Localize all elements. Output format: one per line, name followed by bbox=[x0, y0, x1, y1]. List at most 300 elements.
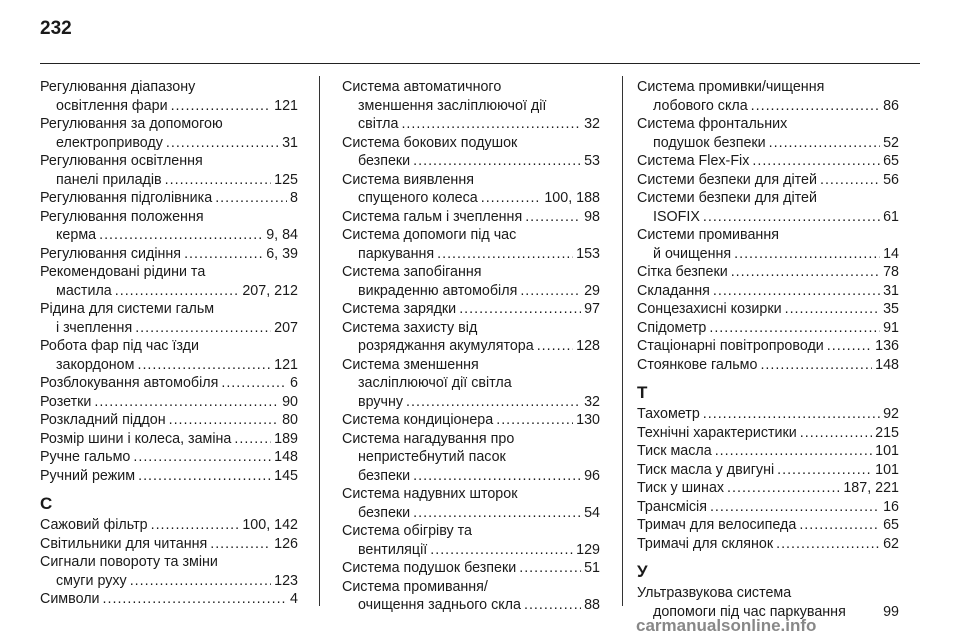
index-page-ref: 56 bbox=[883, 171, 899, 188]
index-entry bbox=[40, 553, 298, 590]
index-page-ref: 16 bbox=[883, 498, 899, 515]
index-entry bbox=[637, 226, 899, 263]
dot-leader bbox=[710, 498, 880, 517]
index-entry bbox=[637, 405, 899, 424]
index-page-ref: 145 bbox=[274, 467, 298, 484]
index-entry-line bbox=[637, 300, 899, 319]
dot-leader bbox=[184, 245, 263, 264]
index-page-ref: 100, 188 bbox=[544, 190, 600, 206]
index-entry-text: Розмір шини і колеса, заміна bbox=[40, 430, 232, 447]
index-entry-line bbox=[637, 97, 899, 116]
index-entry-line bbox=[637, 245, 899, 264]
index-page-ref: 65 bbox=[883, 153, 899, 169]
header-rule bbox=[40, 63, 920, 64]
index-entry-text: Регулювання положення bbox=[40, 208, 204, 225]
index-entry-text: Система виявлення bbox=[342, 171, 474, 188]
index-entry-text: спущеного колеса bbox=[358, 190, 478, 206]
index-entry-line bbox=[342, 152, 600, 171]
index-entry-line bbox=[342, 393, 600, 412]
index-page-ref: 31 bbox=[282, 134, 298, 151]
index-page-ref: 32 bbox=[584, 393, 600, 410]
index-page-ref: 52 bbox=[883, 134, 899, 151]
index-page-ref: 207 bbox=[274, 319, 298, 336]
index-entry-text: безпеки bbox=[358, 153, 411, 169]
index-page-ref: 153 bbox=[576, 245, 600, 262]
index-page-ref: 148 bbox=[274, 449, 298, 465]
dot-leader bbox=[413, 467, 581, 486]
index-entry bbox=[637, 263, 899, 282]
index-entry bbox=[342, 226, 600, 263]
index-entry-line bbox=[637, 152, 899, 171]
index-entry-text: Регулювання за допомогою bbox=[40, 116, 223, 132]
index-entry-text: керма bbox=[56, 227, 97, 243]
dot-leader bbox=[413, 152, 581, 171]
index-page-ref: 99 bbox=[883, 603, 899, 620]
index-entry-line bbox=[637, 479, 899, 498]
index-page-ref: 98 bbox=[584, 208, 600, 225]
index-entry-text: Система автоматичного bbox=[342, 79, 502, 95]
index-entry bbox=[40, 337, 298, 374]
index-entry-line bbox=[637, 461, 899, 480]
index-entry-text: і зчеплення bbox=[56, 319, 133, 336]
index-entry-text: Розетки bbox=[40, 393, 92, 410]
index-page-ref: 54 bbox=[584, 504, 600, 521]
index-entry-text: Ручне гальмо bbox=[40, 449, 131, 465]
index-entry-text: закордоном bbox=[56, 356, 135, 373]
index-entry bbox=[40, 152, 298, 189]
dot-leader bbox=[827, 337, 872, 356]
index-entry bbox=[40, 590, 298, 609]
dot-leader bbox=[169, 411, 280, 430]
index-page-ref: 78 bbox=[883, 264, 899, 280]
index-entry-text: Система нагадування про bbox=[342, 430, 515, 447]
index-entry-line bbox=[40, 572, 298, 591]
index-entry-text: Ручний режим bbox=[40, 467, 136, 484]
index-entry bbox=[40, 263, 298, 300]
index-entry bbox=[637, 115, 899, 152]
index-entry bbox=[637, 282, 899, 301]
index-entry-line bbox=[40, 411, 298, 430]
index-entry bbox=[40, 374, 298, 393]
index-entry bbox=[40, 393, 298, 412]
index-entry-text: паркування bbox=[358, 245, 435, 262]
index-entry-line bbox=[342, 337, 600, 356]
dot-leader bbox=[752, 152, 880, 171]
index-entry-line bbox=[40, 535, 298, 554]
index-page-ref: 126 bbox=[274, 535, 298, 552]
index-entry bbox=[342, 171, 600, 208]
index-entry-line bbox=[40, 134, 298, 153]
dot-leader bbox=[103, 590, 288, 609]
index-entry-text: Символи bbox=[40, 591, 100, 607]
index-page-ref: 90 bbox=[282, 393, 298, 410]
index-page-ref: 6, 39 bbox=[266, 245, 298, 262]
index-page-ref: 97 bbox=[584, 301, 600, 317]
index-entry-text: вентиляції bbox=[358, 541, 428, 558]
index-entry-text: Тиск масла bbox=[637, 443, 712, 459]
index-page-ref: 215 bbox=[875, 424, 899, 441]
index-entry-text: засліплюючої дії світла bbox=[358, 375, 512, 391]
index-entry-text: Технічні характеристики bbox=[637, 424, 797, 441]
index-entry-text: Регулювання підголівника bbox=[40, 190, 213, 206]
index-page-ref: 148 bbox=[875, 356, 899, 373]
index-entry-line bbox=[342, 559, 600, 578]
index-entry-line bbox=[637, 535, 899, 554]
index-entry-text: Система бокових подушок bbox=[342, 134, 518, 151]
index-entry bbox=[342, 411, 600, 430]
index-entry bbox=[637, 516, 899, 535]
index-entry bbox=[40, 300, 298, 337]
index-page-ref: 62 bbox=[883, 535, 899, 552]
index-page-ref: 129 bbox=[576, 541, 600, 558]
index-entry bbox=[637, 498, 899, 517]
index-entry-line bbox=[342, 411, 600, 430]
index-entry-text: викраденню автомобіля bbox=[358, 282, 518, 299]
index-entry-text: Ультразвукова система bbox=[637, 585, 792, 601]
index-entry-text: Світильники для читання bbox=[40, 535, 208, 552]
dot-leader bbox=[210, 535, 271, 554]
index-entry-line bbox=[40, 171, 298, 190]
index-entry bbox=[342, 300, 600, 319]
index-entry bbox=[342, 134, 600, 171]
index-entry-text: Система запобігання bbox=[342, 264, 482, 280]
index-column-2 bbox=[342, 78, 600, 615]
dot-leader bbox=[221, 374, 287, 393]
index-entry bbox=[40, 189, 298, 208]
index-page-ref: 101 bbox=[875, 461, 899, 478]
index-entry-text: Система Flex-Fix bbox=[637, 153, 750, 169]
index-page-ref: 35 bbox=[883, 301, 899, 317]
index-entry-text: Регулювання діапазону bbox=[40, 79, 196, 95]
index-entry-text: Системи безпеки для дітей bbox=[637, 190, 817, 206]
index-entry-text: Регулювання освітлення bbox=[40, 153, 203, 169]
index-page-ref: 121 bbox=[274, 356, 298, 373]
index-entry-text: Складання bbox=[637, 282, 710, 299]
index-entry-line bbox=[40, 393, 298, 412]
index-entry bbox=[637, 479, 899, 498]
index-page-ref: 32 bbox=[584, 116, 600, 132]
index-entry-text: Тахометр bbox=[637, 406, 700, 422]
index-entry-text: смуги руху bbox=[56, 572, 127, 589]
index-entry-text: електроприводу bbox=[56, 134, 163, 151]
index-page-ref: 187, 221 bbox=[843, 480, 899, 496]
dot-leader bbox=[519, 559, 581, 578]
dot-leader bbox=[135, 319, 271, 338]
dot-leader bbox=[165, 171, 271, 190]
index-entry-line bbox=[342, 467, 600, 486]
index-page-ref: 29 bbox=[584, 282, 600, 299]
index-page-ref: 189 bbox=[274, 430, 298, 447]
dot-leader bbox=[166, 134, 279, 153]
index-entry-line bbox=[40, 430, 298, 449]
dot-leader bbox=[496, 411, 573, 430]
dot-leader bbox=[94, 393, 279, 412]
dot-leader bbox=[760, 356, 872, 375]
index-entry-text: Тримачі для склянок bbox=[637, 535, 774, 552]
index-entry bbox=[637, 461, 899, 480]
dot-leader bbox=[115, 282, 240, 301]
index-page-ref: 9, 84 bbox=[266, 227, 298, 243]
index-entry bbox=[342, 485, 600, 522]
index-entry bbox=[637, 300, 899, 319]
index-entry bbox=[637, 442, 899, 461]
dot-leader bbox=[401, 115, 581, 134]
index-entry-text: лобового скла bbox=[653, 97, 748, 114]
index-entry-line bbox=[637, 337, 899, 356]
dot-leader bbox=[137, 356, 271, 375]
index-entry-text: Система подушок безпеки bbox=[342, 560, 517, 576]
dot-leader bbox=[785, 300, 880, 319]
index-entry-line bbox=[637, 442, 899, 461]
dot-leader bbox=[800, 424, 872, 443]
index-entry-text: Системи безпеки для дітей bbox=[637, 171, 817, 188]
index-entry bbox=[40, 115, 298, 152]
index-entry-text: Система промивання/ bbox=[342, 578, 488, 595]
index-entry-text: Розблокування автомобіля bbox=[40, 375, 219, 391]
index-entry-text: освітлення фари bbox=[56, 97, 168, 114]
index-entry-line bbox=[40, 245, 298, 264]
index-entry-line bbox=[342, 189, 600, 208]
index-page-ref: 51 bbox=[584, 560, 600, 576]
index-entry bbox=[40, 467, 298, 486]
index-entry-line bbox=[40, 226, 298, 245]
index-entry bbox=[637, 535, 899, 554]
index-entry-line bbox=[40, 467, 298, 486]
index-entry-line bbox=[40, 319, 298, 338]
index-page-ref: 121 bbox=[274, 97, 298, 114]
index-entry-line bbox=[40, 448, 298, 467]
index-page-ref: 6 bbox=[290, 375, 298, 391]
index-page-ref: 101 bbox=[875, 443, 899, 459]
index-entry-text: Система кондиціонера bbox=[342, 412, 494, 428]
index-entry-text: Системи промивання bbox=[637, 227, 779, 243]
index-entry-text: світла bbox=[358, 116, 399, 132]
index-entry-text: Регулювання сидіння bbox=[40, 245, 182, 262]
index-letter-heading: С bbox=[40, 494, 53, 513]
index-entry-text: панелі приладів bbox=[56, 171, 162, 188]
dot-leader bbox=[731, 263, 880, 282]
index-entry bbox=[40, 448, 298, 467]
index-entry bbox=[342, 522, 600, 559]
index-entry bbox=[637, 189, 899, 226]
index-entry-line bbox=[342, 208, 600, 227]
watermark: carmanualsonline.info bbox=[636, 616, 817, 635]
index-entry-text: очищення заднього скла bbox=[358, 597, 521, 613]
dot-leader bbox=[709, 319, 880, 338]
index-entry-line bbox=[637, 208, 899, 227]
index-page-ref: 14 bbox=[883, 245, 899, 262]
index-page-ref: 100, 142 bbox=[242, 517, 298, 533]
dot-leader bbox=[703, 208, 880, 227]
dot-leader bbox=[99, 226, 263, 245]
dot-leader bbox=[151, 516, 240, 535]
dot-leader bbox=[413, 504, 581, 523]
index-entry-line bbox=[637, 516, 899, 535]
index-entry-text: Сигнали повороту та зміни bbox=[40, 554, 218, 570]
index-entry bbox=[342, 430, 600, 486]
index-page-ref: 61 bbox=[883, 208, 899, 225]
dot-leader bbox=[138, 467, 271, 486]
index-page-ref: 8 bbox=[290, 190, 298, 206]
dot-leader bbox=[430, 541, 573, 560]
index-entry-text: Система надувних шторок bbox=[342, 486, 518, 502]
dot-leader bbox=[734, 245, 880, 264]
index-page-ref: 207, 212 bbox=[242, 282, 298, 299]
index-page-ref: 53 bbox=[584, 153, 600, 169]
index-entry-line bbox=[637, 134, 899, 153]
dot-leader bbox=[776, 535, 880, 554]
index-page-ref: 65 bbox=[883, 517, 899, 533]
index-entry-text: безпеки bbox=[358, 504, 411, 521]
index-page-ref: 4 bbox=[290, 591, 298, 607]
index-entry-text: Рідина для системи гальм bbox=[40, 301, 215, 317]
index-entry-line bbox=[40, 374, 298, 393]
index-entry-line bbox=[40, 189, 298, 208]
index-entry bbox=[40, 516, 298, 535]
index-entry bbox=[40, 245, 298, 264]
dot-leader bbox=[703, 405, 880, 424]
index-entry-text: мастила bbox=[56, 282, 112, 299]
dot-leader bbox=[820, 171, 880, 190]
index-entry bbox=[40, 78, 298, 115]
dot-leader bbox=[524, 596, 581, 615]
index-entry-text: Система фронтальних bbox=[637, 116, 788, 132]
index-entry-line bbox=[637, 319, 899, 338]
index-entry bbox=[637, 319, 899, 338]
dot-leader bbox=[171, 97, 272, 116]
index-entry-text: вручну bbox=[358, 393, 404, 410]
index-entry bbox=[342, 78, 600, 134]
dot-leader bbox=[727, 479, 840, 498]
dot-leader bbox=[130, 572, 271, 591]
index-page-ref: 130 bbox=[576, 412, 600, 428]
index-entry-text: Спідометр bbox=[637, 319, 707, 336]
index-page-ref: 80 bbox=[282, 412, 298, 428]
index-entry-text: розряджання акумулятора bbox=[358, 338, 534, 354]
page-number: 232 bbox=[40, 18, 72, 39]
index-page-ref: 88 bbox=[584, 597, 600, 613]
index-entry-text: Тримач для велосипеда bbox=[637, 517, 797, 533]
index-entry-line bbox=[637, 405, 899, 424]
index-entry bbox=[637, 424, 899, 443]
index-entry-line bbox=[637, 263, 899, 282]
dot-leader bbox=[777, 461, 872, 480]
dot-leader bbox=[215, 189, 287, 208]
index-page-ref: 92 bbox=[883, 406, 899, 422]
index-entry bbox=[342, 263, 600, 300]
index-entry-text: Система зарядки bbox=[342, 301, 457, 317]
index-entry-text: Тиск масла у двигуні bbox=[637, 461, 775, 478]
index-entry-line bbox=[40, 356, 298, 375]
dot-leader bbox=[525, 208, 581, 227]
index-column-3 bbox=[637, 78, 899, 621]
index-entry bbox=[342, 578, 600, 615]
index-entry-text: Система зменшення bbox=[342, 356, 479, 373]
index-entry bbox=[637, 356, 899, 375]
index-page-ref: 96 bbox=[584, 467, 600, 484]
index-entry-line bbox=[40, 590, 298, 609]
index-page-ref: 31 bbox=[883, 282, 899, 299]
index-entry-text: Система промивки/чищення bbox=[637, 79, 825, 95]
index-page-ref: 136 bbox=[875, 338, 899, 354]
dot-leader bbox=[234, 430, 271, 449]
dot-leader bbox=[799, 516, 880, 535]
index-entry-text: ISOFIX bbox=[653, 208, 700, 225]
index-entry bbox=[40, 208, 298, 245]
index-entry-text: Система допомоги під час bbox=[342, 227, 517, 243]
dot-leader bbox=[133, 448, 271, 467]
index-entry-line bbox=[342, 504, 600, 523]
index-entry bbox=[40, 535, 298, 554]
index-entry-line bbox=[342, 300, 600, 319]
index-entry bbox=[40, 430, 298, 449]
index-entry-text: безпеки bbox=[358, 467, 411, 484]
dot-leader bbox=[520, 282, 581, 301]
index-letter-heading: У bbox=[637, 562, 648, 581]
index-entry bbox=[637, 78, 899, 115]
dot-leader bbox=[713, 282, 880, 301]
index-entry-line bbox=[637, 171, 899, 190]
index-entry-text: Тиск у шинах bbox=[637, 480, 725, 496]
dot-leader bbox=[437, 245, 573, 264]
index-entry-line bbox=[342, 541, 600, 560]
dot-leader bbox=[715, 442, 872, 461]
index-entry-line bbox=[342, 596, 600, 615]
index-page-ref: 86 bbox=[883, 97, 899, 114]
dot-leader bbox=[537, 337, 573, 356]
dot-leader bbox=[406, 393, 581, 412]
dot-leader bbox=[459, 300, 581, 319]
index-entry-line bbox=[637, 498, 899, 517]
index-entry bbox=[637, 152, 899, 171]
index-entry-line bbox=[637, 356, 899, 375]
column-divider bbox=[319, 76, 320, 606]
index-entry bbox=[342, 559, 600, 578]
index-column-1 bbox=[40, 78, 298, 609]
index-entry bbox=[342, 319, 600, 356]
index-entry-text: Трансмісія bbox=[637, 498, 707, 515]
dot-leader bbox=[751, 97, 880, 116]
index-entry bbox=[637, 171, 899, 190]
index-entry-line bbox=[637, 282, 899, 301]
dot-leader bbox=[769, 134, 880, 153]
index-entry-text: Розкладний піддон bbox=[40, 412, 166, 428]
dot-leader bbox=[481, 189, 542, 208]
index-entry-line bbox=[637, 424, 899, 443]
index-entry-line bbox=[40, 97, 298, 116]
column-divider bbox=[622, 76, 623, 606]
index-entry bbox=[637, 337, 899, 356]
index-entry bbox=[342, 356, 600, 412]
index-page-ref: 128 bbox=[576, 338, 600, 354]
index-entry-text: Система захисту від bbox=[342, 319, 478, 336]
index-entry-text: Сітка безпеки bbox=[637, 264, 728, 280]
index-entry bbox=[342, 208, 600, 227]
index-entry-text: Стаціонарні повітропроводи bbox=[637, 338, 824, 354]
index-entry-text: Робота фар під час їзди bbox=[40, 338, 199, 354]
index-entry-text: Система гальм і зчеплення bbox=[342, 208, 523, 225]
index-entry-text: зменшення засліплюючої дії bbox=[358, 97, 547, 114]
index-entry-text: Стоянкове гальмо bbox=[637, 356, 758, 373]
index-entry-text: Сонцезахисні козирки bbox=[637, 301, 782, 317]
index-page-ref: 91 bbox=[883, 319, 899, 336]
index-entry-text: непристебнутий пасок bbox=[358, 449, 506, 465]
index-page-ref: 123 bbox=[274, 572, 298, 589]
index-entry-text: допомоги під час паркування bbox=[653, 603, 846, 620]
index-entry-line bbox=[40, 516, 298, 535]
index-entry-text: подушок безпеки bbox=[653, 134, 766, 151]
index-letter-heading: Т bbox=[637, 383, 648, 402]
